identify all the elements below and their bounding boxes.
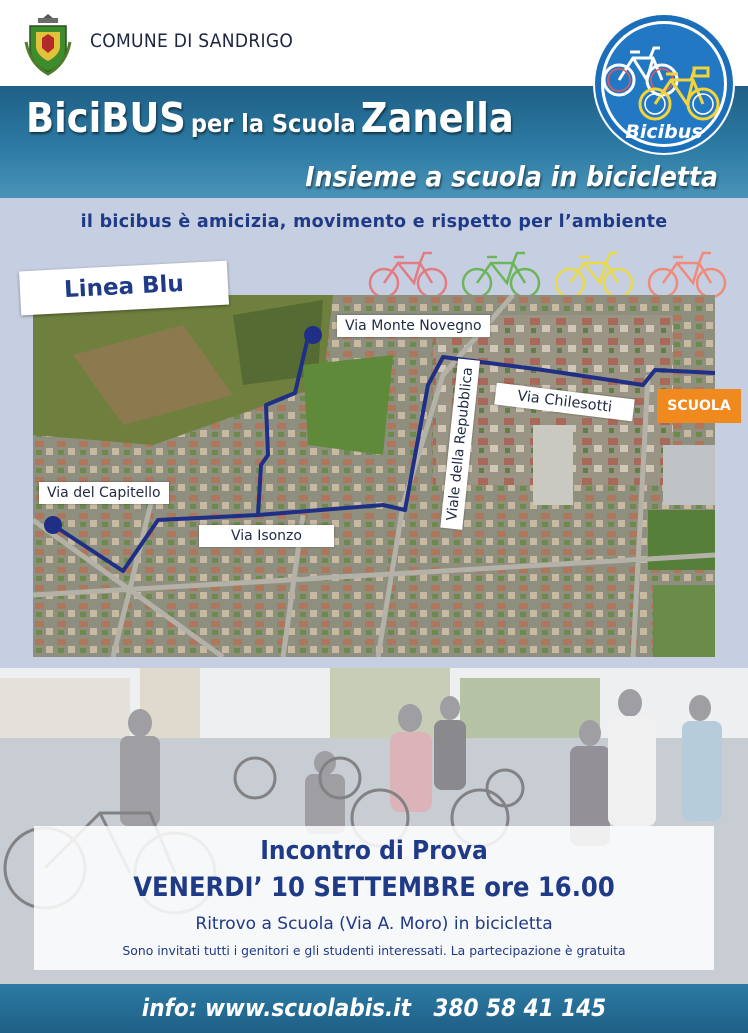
colored-bikes-row — [362, 247, 734, 301]
event-date: VENERDI’ 10 SETTEMBRE ore 16.00 — [133, 872, 615, 903]
event-info-box — [34, 826, 714, 970]
event-title: Incontro di Prova — [260, 836, 488, 866]
street-label-repubblica: Viale della Repubblica — [440, 358, 480, 530]
page-title — [26, 94, 514, 142]
subtitle: Insieme a scuola in bicicletta — [305, 160, 718, 193]
title-bicibus: BiciBUS — [26, 94, 186, 142]
bicibus-logo — [592, 12, 736, 156]
tagline: il bicibus è amicizia, movimento e rispetto per l’ambiente — [80, 212, 668, 232]
street-label-isonzo: Via Isonzo — [199, 525, 334, 547]
title-per-la-scuola: per la Scuola — [190, 109, 356, 138]
route-map — [33, 295, 715, 657]
logo-text: Bicibus — [625, 121, 703, 143]
event-invite: Sono invitati tutti i genitori e gli studenti interessati. La partecipazione è gratuita — [122, 943, 626, 958]
bike-icon-2 — [463, 253, 539, 297]
comune-name: COMUNE DI SANDRIGO — [90, 30, 294, 52]
street-label-monte-novegno: Via Monte Novegno — [337, 315, 490, 337]
bike-icon-1 — [370, 253, 446, 297]
line-label: Linea Blu — [63, 270, 185, 304]
title-zanella: Zanella — [360, 94, 514, 142]
map-image — [33, 295, 715, 657]
street-label-capitello: Via del Capitello — [39, 482, 169, 504]
footer — [0, 984, 748, 1033]
bike-icon-4 — [649, 253, 725, 297]
start-stop-capitello — [44, 516, 62, 534]
footer-info: info: www.scuolabis.it 380 58 41 145 — [141, 994, 607, 1022]
street-label-chilesotti: Via Chilesotti — [494, 383, 635, 422]
school-label: SCUOLA — [657, 389, 741, 423]
municipal-crest-icon — [24, 12, 72, 76]
event-meeting-point: Ritrovo a Scuola (Via A. Moro) in bicicletta — [195, 914, 553, 934]
start-stop-monte-novegno — [304, 326, 322, 344]
bike-icon-3 — [556, 253, 632, 297]
